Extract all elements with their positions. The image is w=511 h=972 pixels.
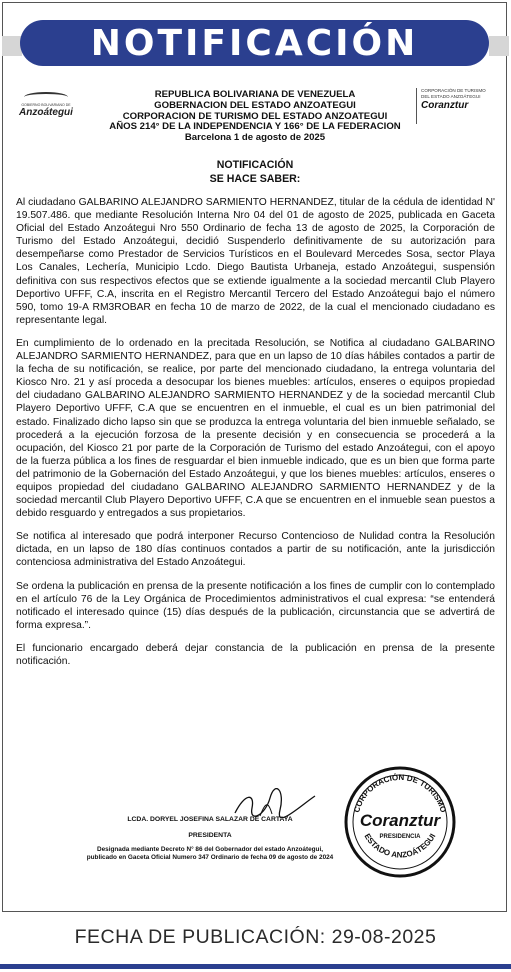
body-paragraph: Se notifica al interesado que podrá interponer Recurso Contencioso de Nulidad contra la Resolución dictada, en un lapso de 180 días continuos contados a partir de su notificación, ante la jurisdicción contenciosa administrativa del Estado Anzoátegui. [16,531,495,569]
logo-left-brand: Anzoátegui [19,107,73,118]
seal-top-text: CORPORACIÓN DE TURISMO [352,772,448,814]
header-line: REPUBLICA BOLIVARIANA DE VENEZUELA [154,89,356,100]
document-subhead [100,158,410,186]
logo-right-line2: DEL ESTADO ANZOÁTEGUI [421,94,481,99]
body-paragraph: Al ciudadano GALBARINO ALEJANDRO SARMIENTO HERNANDEZ, titular de la cédula de identidad N' 19.507.486. que mediante Resolución Interna Nro 04 del 01 de agosto de 2025, publicada en Gaceta Oficial del Estado Anzoátegui Nro 550 Ordinario de fecha 13 de agosto de 2025, la Corporación de Turismo del Estado Anzoátegui, decidió Suspenderlo definitivamente de su autorización para desempeñarse como Prestador de Servicios Turísticos en el Boulevard Mercedes Sosa, sector Playa Los Canales, Lechería, Municipio Lcdo. Diego Bautista Urbaneja, estado Anzoátegui, suspensión definitiva con sus respectivos efectos que se extiende igualmente a la sociedad mercantil Club Playero Deportivo UFFF, C.A, inscrita en el Registro Mercantil Tercero del Estado Anzoátegui bajo el número 590, tomo 19-A RM3ROBAR en fecha 10 de marzo de 2022, de la cual el mencionado ciudadano es representante legal. [16,197,495,326]
body-paragraph: En cumplimiento de lo ordenado en la precitada Resolución, se Notifica al ciudadano GALBARINO ALEJANDRO SARMIENTO HERNANDEZ, para que en un lapso de 10 días hábiles contados a partir de la fecha de su notificación, se realice, por parte del mencionado ciudadano, la entrega voluntaria del Kiosco Nro. 21 y así proceda a desocupar los bienes muebles: artículos, enseres o equipos propiedad del ciudadano GALBARINO ALEJANDRO SARMIENTO HERNANDEZ y de la sociedad mercantil Club Playero Deportivo UFFF, C.A que se encuentren en el inmueble, el cual es un bien patrimonial del estado. Finalizado dicho lapso sin que se produzca la entrega voluntaria del bien inmueble señalado, se procederá a la ejecución forzosa de la presente decisión y en consecuencia se procederá a la ocupación, del Kiosco 21 por parte de la Corporación de Turismo del estado Anzoátegui, con el apoyo de la fuerza pública a los fines de resguardar el bien inmueble indicado, que es un bien que forma parte del patrimonio de la Gobernación del Estado Anzoátegui, y que los bienes muebles: artículos, enseres o equipos propiedad del ciudadano GALBARINO ALEJANDRO SARMIENTO HERNANDEZ y de la sociedad mercantil Club Playero Deportivo UFFF, C.A que se encuentren en el inmueble sean puestos a debido resguardo y entregados a sus propietarios. [16,337,495,520]
signer-name: LCDA. DORYEL JOSEFINA SALAZAR DE CARTAYA [127,816,293,823]
seal-role: PRESIDENCIA [379,834,421,840]
title-banner [20,20,489,66]
crest-icon [24,92,68,102]
document-header [80,90,430,144]
logo-right-brand: Coranztur [421,100,469,111]
document-body [16,196,495,678]
header-line: CORPORACION DE TURISMO DEL ESTADO ANZOATEGUI [122,110,388,122]
logo-left-small-text: GOBIERNO BOLIVARIANO DE [21,103,71,107]
right-tab-mark [489,36,509,56]
signer-role: PRESIDENTA [188,832,232,839]
publication-date: FECHA DE PUBLICACIÓN: 29-08-2025 [74,926,437,948]
seal-bottom-text: ESTADO ANZOÁTEGUI [362,832,438,860]
header-date: Barcelona 1 de agosto de 2025 [184,132,326,144]
body-paragraph: El funcionario encargado deberá dejar constancia de la publicación en prensa de la presente notificación. [16,642,495,667]
header-line: GOBERNACION DEL ESTADO ANZOATEGUI [154,99,356,111]
signer-designation-note [55,846,365,862]
subhead-notice: SE HACE SABER: [209,173,301,185]
header-line: AÑOS 214° DE LA INDEPENDENCIA Y 166° DE LA FEDERACION [109,121,401,133]
anzoategui-logo [18,92,74,120]
official-seal [340,760,460,880]
banner-title: NOTIFICACIÓN [90,23,419,64]
seal-brand: Coranztur [359,811,441,830]
subhead-title: NOTIFICACIÓN [216,159,294,171]
logo-right-line1: CORPORACIÓN DE TURISMO [421,88,486,93]
footer-rule [0,964,511,969]
left-tab-mark [2,36,22,56]
body-paragraph: Se ordena la publicación en prensa de la presente notificación a los fines de cumplir con lo contemplado en el artículo 76 de la Ley Orgánica de Procedimientos administrativos el cual expresa: “se entenderá notificado el interesado quince (15) días después de la publicación, circunstancia que se advertirá de forma expresa.”. [16,580,495,631]
designation-line: publicado en Gaceta Oficial Numero 347 Ordinario de fecha 09 de agosto de 2024 [86,854,334,861]
designation-line: Designada mediante Decreto N° 86 del Gobernador del estado Anzoátegui, [96,846,324,853]
handwritten-signature [230,788,320,818]
